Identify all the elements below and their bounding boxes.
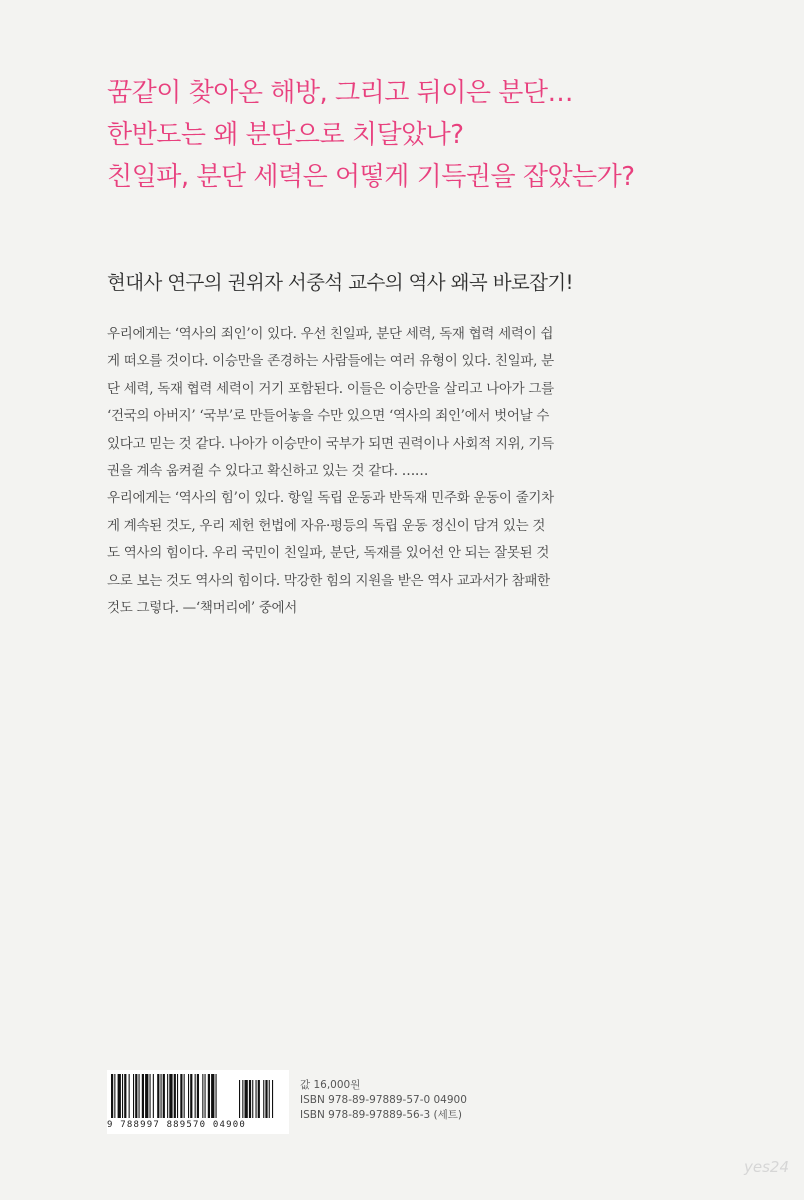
watermark-logo: yes24 — [744, 1158, 790, 1176]
excerpt-line: 우리에게는 ‘역사의 죄인’이 있다. 우선 친일파, 분단 세력, 독재 협력 세력이 쉽 — [107, 326, 554, 342]
excerpt-line: 우리에게는 ‘역사의 힘’이 있다. 항일 독립 운동과 반독재 민주화 운동이 줄기차 — [107, 490, 554, 507]
barcode-digits: 9 788997 889570 04900 — [107, 1120, 246, 1130]
isbn-block — [300, 1078, 467, 1123]
barcode-bars — [107, 1070, 289, 1120]
subheading: 현대사 연구의 권위자 서중석 교수의 역사 왜곡 바로잡기! — [107, 271, 573, 294]
heading-line: 꿈같이 찾아온 해방, 그리고 뒤이은 분단… — [107, 78, 573, 108]
excerpt-line: 있다고 믿는 것 같다. 나아가 이승만이 국부가 되면 권력이나 사회적 지위, 기득 — [107, 435, 554, 452]
heading-line: 친일파, 분단 세력은 어떻게 기득권을 잡았는가? — [107, 162, 635, 192]
price-label: 값 16,000원 — [300, 1079, 361, 1091]
isbn-number: ISBN 978-89-97889-57-0 04900 — [300, 1094, 467, 1106]
excerpt-line: 게 떠오를 것이다. 이승만을 존경하는 사람들에는 여러 유형이 있다. 친일파, 분 — [107, 353, 554, 370]
excerpt-line: 도 역사의 힘이다. 우리 국민이 친일파, 분단, 독재를 있어선 안 되는 잘못된 것 — [107, 545, 550, 562]
excerpt-line: 권을 계속 움켜쥘 수 있다고 확신하고 있는 것 같다. …… — [107, 463, 429, 480]
isbn-set-number: ISBN 978-89-97889-56-3 (세트) — [300, 1109, 462, 1121]
excerpt-line: 으로 보는 것도 역사의 힘이다. 막강한 힘의 지원을 받은 역사 교과서가 참패한 — [107, 572, 550, 589]
excerpt-text — [107, 321, 713, 622]
excerpt-line: ‘건국의 아버지’ ‘국부’로 만들어놓을 수만 있으면 ‘역사의 죄인’에서 벗어날 수 — [107, 408, 550, 425]
excerpt-line: 단 세력, 독재 협력 세력이 거기 포함된다. 이들은 이승만을 살리고 나아가 그를 — [107, 380, 554, 397]
isbn-barcode — [107, 1070, 289, 1134]
excerpt-line: 것도 그렇다. —‘책머리에’ 중에서 — [107, 600, 298, 617]
excerpt-line: 게 계속된 것도, 우리 제헌 헌법에 자유·평등의 독립 운동 정신이 담겨 있는 것 — [107, 517, 546, 534]
pink-heading — [107, 72, 787, 198]
heading-line: 한반도는 왜 분단으로 치달았나? — [107, 120, 464, 150]
